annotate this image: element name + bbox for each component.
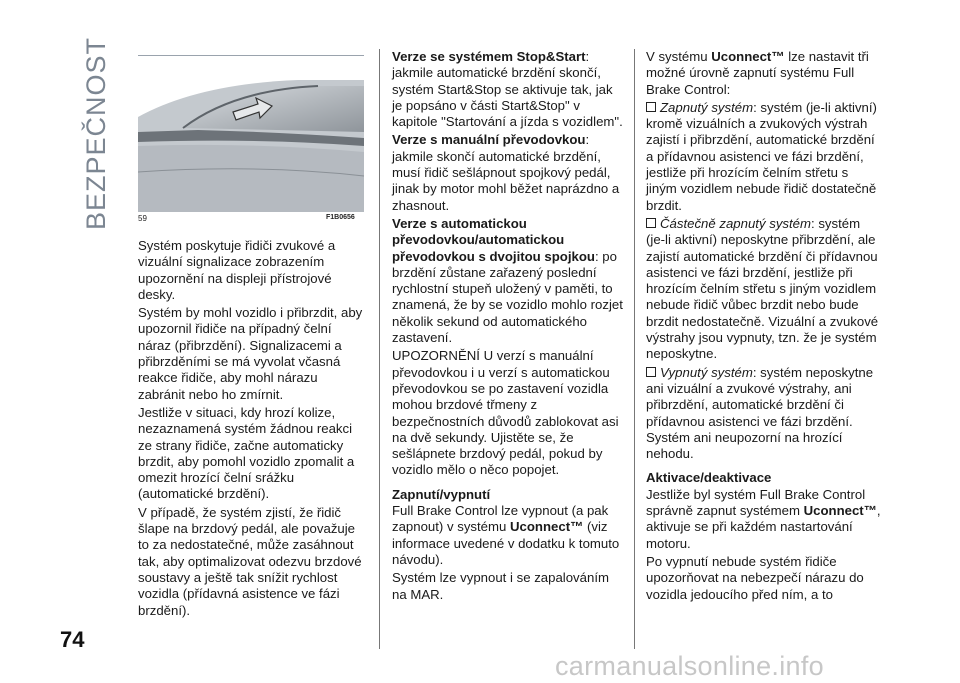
paragraph: Systém poskytuje řidiči zvukové a vizuální signalizace zobrazením upozornění na displeji přístrojové desky. bbox=[138, 238, 336, 302]
activation-heading: Aktivace/deaktivace bbox=[646, 470, 772, 486]
column-2 bbox=[392, 49, 624, 605]
activation-text: Jestliže byl systém Full Brake Control správně zapnut systémem Uconnect™, aktivuje se při každém nastartování motoru. bbox=[646, 486, 881, 551]
automatic-heading: Verze s automatickou převodovkou/automatickou převodovkou s dvojitou spojkou bbox=[392, 215, 595, 264]
uconnect-brand: Uconnect™ bbox=[711, 49, 785, 64]
watermark: carmanualsonline.info bbox=[555, 651, 824, 681]
level-off: Vypnutý systém: systém neposkytne ani vizuální a zvukové výstrahy, ani přibrzdění, automatické brzdění či přídavnou asistenci ve fázi brzdění. Systém ani neupozorní na hrozící nehodu. bbox=[646, 364, 874, 462]
automatic-block: Verze s automatickou převodovkou/automatickou převodovkou s dvojitou spojkou: po brzdění zůstane zařazený poslední rychlostní stupeň uložený v paměti, to znamená, že by se vozidlo mohlo rozjet několik sekund od automatického zastavení. bbox=[392, 215, 623, 346]
paragraph: Jestliže v situaci, kdy hrozí kolize, nezaznamená systém žádnou reakci ze strany řidiče, začne automaticky brzdit, aby pomohl vozidlo zpomalit a omezit hrozící čelní srážku (automatické brzdění). bbox=[138, 404, 355, 502]
warning-text: UPOZORNĚNÍ U verzí s manuální převodovkou i u verzí s automatickou převodovkou se po zastavení vozidla mohou brzdové třmeny z bezpečnostních důvodů zablokovat asi na dvě sekundy. Ujistěte se, že sešlápnete brzdový pedál, pokud by vozidlo mělo o něco popojet. bbox=[392, 348, 619, 478]
stopstart-block: Verze se systémem Stop&Start: jakmile automatické brzdění skončí, systém Start&Stop se aktivuje tak, jak je popsáno v části Start&Stop" v kapitole "Startování a jízda s vozidlem". bbox=[392, 49, 623, 130]
page-number: 74 bbox=[60, 627, 85, 652]
uconnect-brand: Uconnect™ bbox=[803, 503, 877, 519]
column-1 bbox=[138, 238, 368, 621]
intro-text: V systému Uconnect™ lze nastavit tři možné úrovně zapnutí systému Full Brake Control: bbox=[646, 49, 869, 97]
paragraph: Systém by mohl vozidlo i přibrzdit, aby upozornil řidiče na případný čelní náraz (přibrzdění). Signalizacemi a přibrzděními se má vyvolat včasná reakce řidiče, aby mohl nárazu zabránit nebo ho zmírnit. bbox=[138, 305, 363, 402]
section-label: BEZPEČNOST bbox=[81, 36, 112, 230]
car-windshield-figure bbox=[138, 72, 364, 212]
checkbox-icon bbox=[646, 367, 656, 377]
windshield-illustration bbox=[138, 72, 364, 212]
manual-block: Verze s manuální převodovkou: jakmile skončí automatické brzdění, musí řidič sešlápnout spojkový pedál, jinak by motor mohl běžet naprázdno a zhasnout. bbox=[392, 132, 620, 213]
column-divider bbox=[634, 49, 635, 649]
stopstart-text: jakmile automatické brzdění skončí, systém Start&Stop se aktivuje tak, jak je popsáno v části Start&Stop" v kapitole "Startování a jízda s vozidlem". bbox=[392, 65, 623, 130]
onoff-heading: Zapnutí/vypnutí bbox=[392, 486, 491, 502]
paragraph: V případě, že systém zjistí, že řidič šlape na brzdový pedál, ale považuje to za nedostatečné, může zasáhnout tak, aby optimalizovat odezvu brzdové soustavy a ještě tak snížit rychlost vozidla (přídavná asistence ve fázi brzdění). bbox=[138, 504, 362, 618]
column-3 bbox=[646, 49, 882, 605]
header-rule bbox=[138, 55, 364, 56]
stopstart-heading: Verze se systémem Stop&Start bbox=[392, 49, 586, 64]
uconnect-brand: Uconnect™ bbox=[510, 519, 584, 535]
figure-number: 59 bbox=[138, 214, 147, 223]
manual-heading: Verze s manuální převodovkou bbox=[392, 132, 586, 148]
figure-code: F1B0656 bbox=[326, 214, 355, 221]
automatic-text: po brzdění zůstane zařazený poslední rychlostní stupeň uložený v paměti, to znamená, že by se vozidlo mohlo rozjet několik sekund od automatického zastavení. bbox=[392, 248, 623, 346]
level-partial: Částečně zapnutý systém: systém (je-li aktivní) neposkytne přibrzdění, ale zajistí automatické brzdění či přídavnou asistenci ve fázi brzdění, jestliže při hrozícím čelním střetu s jiným vozidlem nebude řidič vůbec brzdit nebo bude brzdit nedostatečně. Vizuální a zvukové výstrahy jsou vypnuty, tzn. že je systém neposkytne. bbox=[646, 215, 879, 362]
final-text: Po vypnutí nebude systém řidiče upozorňovat na nebezpečí nárazu do vozidla jedoucího před ním, a to bbox=[646, 553, 864, 602]
mar-text: Systém lze vypnout i se zapalováním na MAR. bbox=[392, 570, 609, 602]
level-on: Zapnutý systém: systém (je-li aktivní) kromě vizuálních a zvukových výstrah zajistí i přibrzdění, automatické brzdění a přídavnou asistenci ve fázi brzdění, jestliže při hrozícím čelním střetu s jiným vozidlem nebude řidič dostatečně brzdit. bbox=[646, 99, 877, 213]
onoff-text: Full Brake Control lze vypnout (a pak zapnout) v systému Uconnect™ (viz informace uvedené v dodatku k tomuto návodu). bbox=[392, 503, 620, 567]
manual-text: jakmile skončí automatické brzdění, musí řidič sešlápnout spojkový pedál, jinak by motor mohl běžet naprázdno a zhasnout. bbox=[392, 148, 620, 213]
checkbox-icon bbox=[646, 102, 656, 112]
column-divider bbox=[379, 49, 380, 649]
checkbox-icon bbox=[646, 218, 656, 228]
